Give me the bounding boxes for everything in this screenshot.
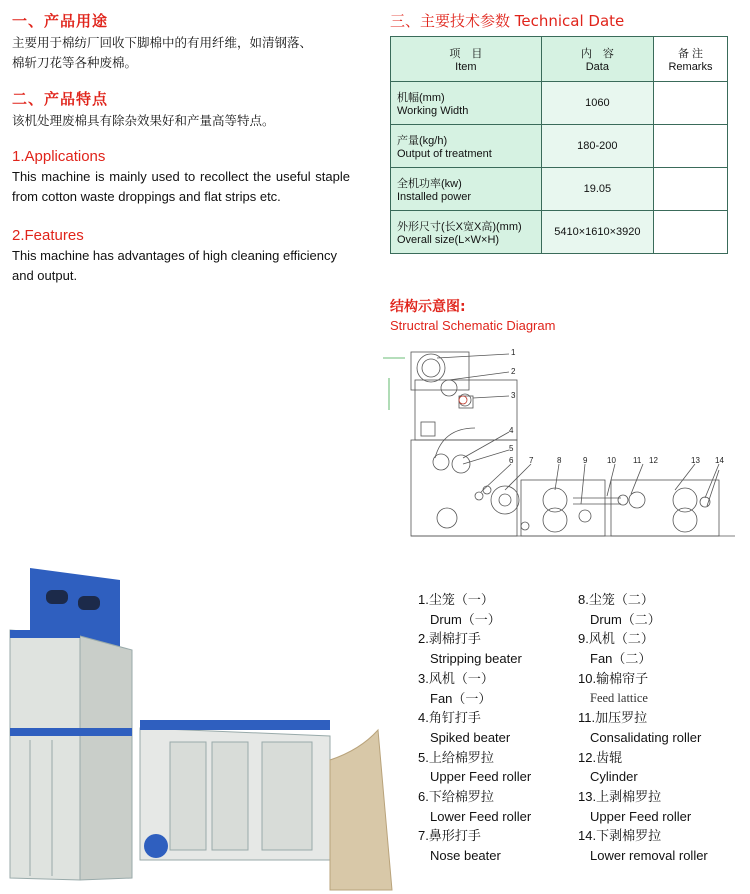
spec-title: 三、主要技术参数 Technical Date: [390, 12, 625, 30]
legend-item: 12.齿辊 Cylinder: [578, 749, 638, 785]
table-row: [391, 82, 728, 125]
product-feature-text: 该机处理废棉具有除杂效果好和产量高等特点。: [12, 113, 275, 128]
features-text: This machine has advantages of high cleaning efficiency and output.: [12, 248, 337, 283]
spec-remark-cell: [653, 82, 727, 125]
diagram-title-block: [390, 296, 555, 333]
applications-text: This machine is mainly used to recollect the useful staple from cotton waste droppings and flat strips etc.: [12, 169, 350, 204]
diagram-title-cn: 结构示意图:: [390, 299, 466, 315]
product-feature-section: [12, 88, 352, 131]
legend-item: 9.风机（二） Fan（二）: [578, 631, 654, 667]
spec-table: [390, 36, 728, 254]
spec-header-row: [391, 37, 728, 82]
spec-remark-cell: [653, 211, 727, 254]
spec-header-remarks: 备 注 Remarks: [653, 37, 727, 82]
callout-6: 6: [509, 456, 514, 465]
callout-13: 13: [691, 456, 700, 465]
applications-title: 1.Applications: [12, 148, 106, 165]
spec-item-cell: 机幅(mm) Working Width: [391, 82, 542, 125]
legend-item: 10.输棉帘子 Feed lattice: [578, 670, 649, 705]
spec-item-cell: 外形尺寸(长X宽X高)(mm) Overall size(L×W×H): [391, 211, 542, 254]
spec-section: [390, 10, 728, 254]
table-row: [391, 125, 728, 168]
product-use-title: 一、产品用途: [12, 12, 109, 30]
spec-value-cell: 5410×1610×3920: [541, 211, 653, 254]
callout-14: 14: [715, 456, 724, 465]
legend-item: 14.下剥棉罗拉 Lower removal roller: [578, 828, 708, 864]
legend-item: 5.上给棉罗拉 Upper Feed roller: [418, 749, 532, 785]
product-feature-title: 二、产品特点: [12, 90, 109, 108]
product-use-section: [12, 10, 352, 73]
callout-5: 5: [509, 444, 514, 453]
table-row: [391, 168, 728, 211]
structural-schematic-diagram: [375, 340, 735, 555]
callout-12: 12: [649, 456, 658, 465]
features-section: [12, 227, 350, 286]
callout-4: 4: [509, 426, 514, 435]
legend-item: 7.鼻形打手 Nose beater: [418, 828, 501, 864]
legend-item: 11.加压罗拉 Consalidating roller: [578, 710, 702, 745]
legend-item: 4.角钉打手 Spiked beater: [418, 710, 511, 745]
table-row: [391, 211, 728, 254]
spec-header-item: 项 目 Item: [391, 37, 542, 82]
applications-section: [12, 148, 350, 207]
legend-item: 2.剥棉打手 Stripping beater: [418, 631, 522, 667]
spec-value-cell: 180-200: [541, 125, 653, 168]
spec-item-cell: 全机功率(kw) Installed power: [391, 168, 542, 211]
machine-photo: [0, 560, 395, 894]
callout-2: 2: [511, 367, 516, 376]
spec-value-cell: 1060: [541, 82, 653, 125]
product-use-text-2: 棉斩刀花等各种废棉。: [12, 55, 138, 70]
legend-item: 3.风机（一） Fan（一）: [418, 670, 494, 706]
legend-item: 13.上剥棉罗拉 Upper Feed roller: [578, 789, 692, 824]
spec-header-data: 内 容 Data: [541, 37, 653, 82]
legend-item: 8.尘笼（二） Drum（二）: [578, 592, 661, 627]
spec-item-cell: 产量(kg/h) Output of treatment: [391, 125, 542, 168]
features-title: 2.Features: [12, 227, 84, 244]
legend-right: [578, 590, 746, 866]
legend-item: 1.尘笼（一） Drum（一）: [418, 592, 501, 627]
callout-7: 7: [529, 456, 534, 465]
spec-remark-cell: [653, 168, 727, 211]
callout-1: 1: [511, 348, 516, 357]
callout-9: 9: [583, 456, 588, 465]
callout-3: 3: [511, 391, 516, 400]
callout-10: 10: [607, 456, 616, 465]
callout-11: 11: [633, 456, 642, 465]
legend-item: 6.下给棉罗拉 Lower Feed roller: [418, 789, 532, 824]
product-use-text-1: 主要用于棉纺厂回收下脚棉中的有用纤维，如清钢落、: [12, 35, 313, 50]
legend-left: [418, 590, 578, 866]
diagram-title-en: Structral Schematic Diagram: [390, 318, 556, 333]
callout-8: 8: [557, 456, 562, 465]
spec-remark-cell: [653, 125, 727, 168]
spec-value-cell: 19.05: [541, 168, 653, 211]
